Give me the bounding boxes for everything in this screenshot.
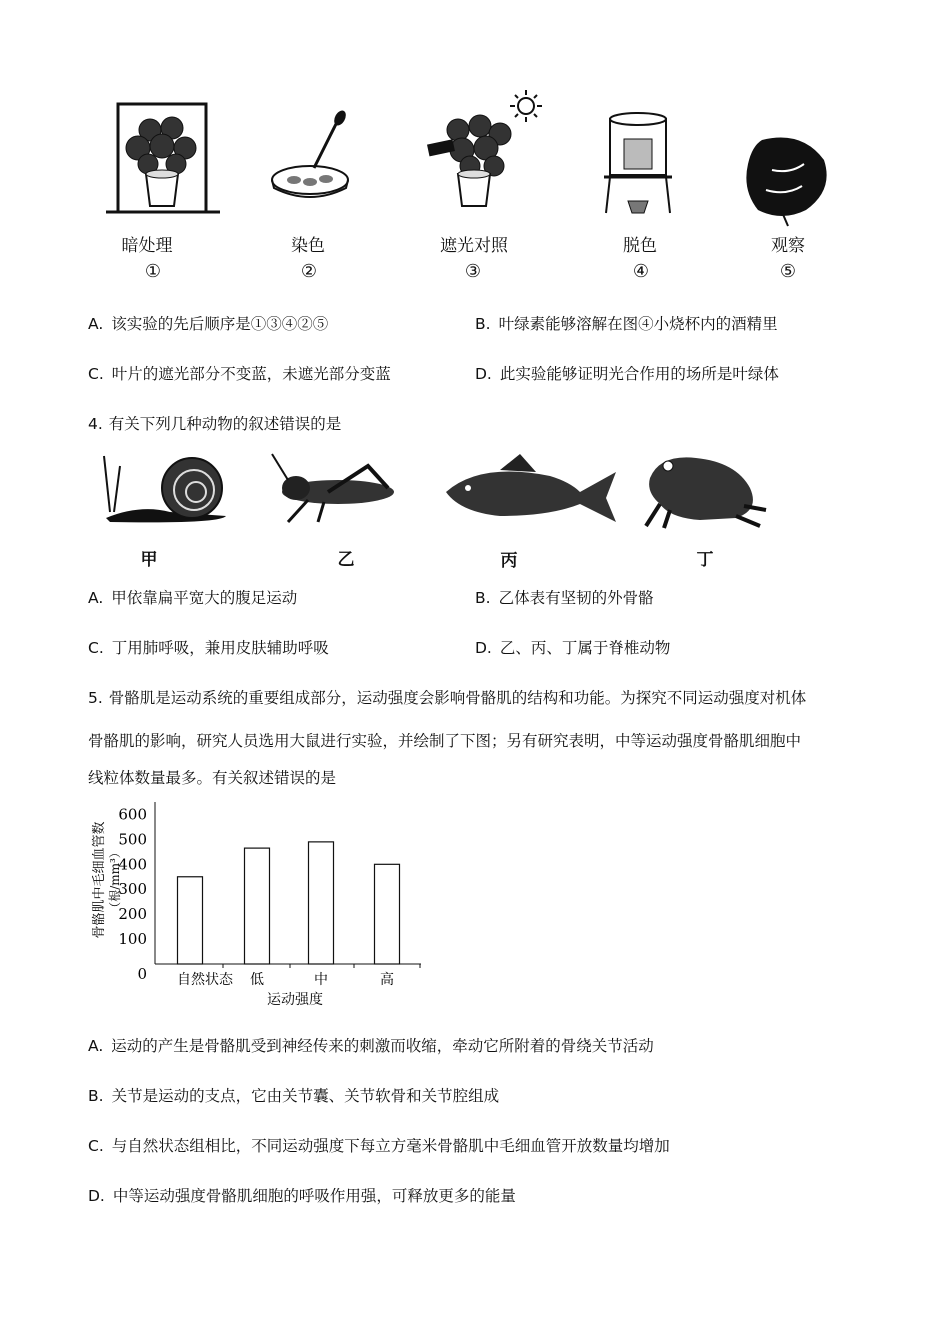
y-tick-label: 500: [118, 830, 147, 849]
y-axis-label: 骨骼肌中毛细血管数: [92, 821, 107, 939]
option-text: 丁用肺呼吸，兼用皮肤辅助呼吸: [111, 639, 329, 657]
option-text: 乙、丙、丁属于脊椎动物: [499, 639, 671, 657]
grasshopper-icon: [268, 452, 408, 528]
x-axis-label: 运动强度: [267, 992, 323, 1008]
option-text: 叶片的遮光部分不变蓝，未遮光部分变蓝: [111, 365, 391, 383]
option-text: 与自然状态组相比，不同运动强度下每立方毫米骨骼肌中毛细血管开放数量均增加: [111, 1137, 670, 1155]
dark-treatment-plant-icon: [100, 98, 225, 218]
step-3-label: 遮光对照: [440, 236, 508, 256]
step-1-label: 暗处理: [121, 236, 173, 256]
question-number: 4.: [88, 415, 103, 433]
q4-option-c[interactable]: [88, 636, 329, 658]
q5-option-a[interactable]: [88, 1034, 654, 1056]
bar: [178, 877, 203, 964]
y-tick-label: 600: [118, 805, 147, 824]
option-text: 关节是运动的支点，它由关节囊、关节软骨和关节腔组成: [111, 1087, 500, 1105]
q3-option-b[interactable]: [475, 312, 778, 334]
y-tick-label: 100: [118, 930, 147, 949]
q4-option-b[interactable]: [475, 586, 654, 608]
option-text: 此实验能够证明光合作用的场所是叶绿体: [499, 365, 779, 383]
q5-option-d[interactable]: [88, 1184, 516, 1206]
q4-option-a[interactable]: [88, 586, 297, 608]
animal-bing-label: 丙: [500, 551, 518, 571]
option-letter: D.: [475, 365, 492, 383]
x-category-label: 自然状态: [177, 972, 233, 988]
option-letter: D.: [88, 1187, 105, 1205]
option-letter: B.: [88, 1087, 104, 1105]
y-axis-unit: （根/mm³）: [108, 846, 122, 914]
question-number: 5.: [88, 689, 103, 707]
option-letter: C.: [88, 1137, 104, 1155]
bar: [375, 864, 400, 964]
option-text: 中等运动强度骨骼肌细胞的呼吸作用强，可释放更多的能量: [112, 1187, 516, 1205]
bar: [245, 848, 270, 964]
option-text: 运动的产生是骨骼肌受到神经传来的刺激而收缩，牵动它所附着的骨绕关节活动: [111, 1037, 654, 1055]
step-4-label: 脱色: [623, 236, 657, 256]
step-3-number: ③: [464, 261, 482, 282]
option-text: 乙体表有坚韧的外骨骼: [498, 589, 654, 607]
snail-icon: [100, 452, 232, 528]
light-shielding-plant-icon: [420, 88, 550, 213]
q5-stem-line-2: 骨骼肌的影响，研究人员选用大鼠进行实验，并绘制了下图；另有研究表明，中等运动强度骨骼肌细胞中: [88, 732, 802, 750]
q3-option-c[interactable]: [88, 362, 391, 384]
q4-stem: [88, 412, 341, 434]
option-text: 该实验的先后顺序是①③④②⑤: [111, 315, 329, 333]
q4-option-d[interactable]: [475, 636, 670, 658]
option-letter: B.: [475, 589, 491, 607]
animal-yi-label: 乙: [337, 550, 355, 570]
option-letter: A.: [88, 1037, 104, 1055]
fish-icon: [440, 452, 620, 532]
q3-option-a[interactable]: [88, 312, 328, 334]
step-1-number: ①: [144, 261, 162, 282]
option-letter: C.: [88, 365, 104, 383]
q5-stem-line-1: [88, 686, 806, 708]
option-letter: A.: [88, 589, 104, 607]
x-category-label: 中: [314, 972, 328, 988]
step-5-label: 观察: [771, 236, 805, 256]
staining-dish-icon: [268, 110, 358, 210]
bar: [309, 842, 334, 964]
q5-option-c[interactable]: [88, 1134, 670, 1156]
q5-option-b[interactable]: [88, 1084, 499, 1106]
q5-stem-line-3: 线粒体数量最多。有关叙述错误的是: [88, 769, 337, 787]
step-2-label: 染色: [291, 236, 325, 256]
option-letter: A.: [88, 315, 104, 333]
option-letter: C.: [88, 639, 104, 657]
question-text: 骨骼肌是运动系统的重要组成部分，运动强度会影响骨骼肌的结构和功能。为探究不同运动强度对机体: [108, 689, 807, 707]
capillary-bar-chart: [85, 798, 430, 1013]
step-2-number: ②: [300, 261, 318, 282]
step-5-number: ⑤: [779, 261, 797, 282]
frog-icon: [640, 448, 770, 530]
x-category-label: 高: [380, 972, 394, 988]
question-text: 有关下列几种动物的叙述错误的是: [108, 415, 342, 433]
option-text: 叶绿素能够溶解在图④小烧杯内的酒精里: [498, 315, 778, 333]
y-tick-label: 200: [118, 905, 147, 924]
decolorizing-apparatus-icon: [600, 105, 680, 220]
animal-jia-label: 甲: [140, 550, 158, 570]
option-letter: D.: [475, 639, 492, 657]
animal-ding-label: 丁: [696, 550, 714, 570]
option-text: 甲依靠扁平宽大的腹足运动: [111, 589, 298, 607]
x-category-label: 低: [250, 972, 264, 988]
option-letter: B.: [475, 315, 491, 333]
step-4-number: ④: [632, 261, 650, 282]
y-tick-label: 300: [118, 880, 147, 899]
leaf-observation-icon: [742, 130, 837, 230]
y-tick-label: 0: [137, 965, 147, 983]
q3-option-d[interactable]: [475, 362, 779, 384]
y-tick-label: 400: [118, 855, 147, 874]
